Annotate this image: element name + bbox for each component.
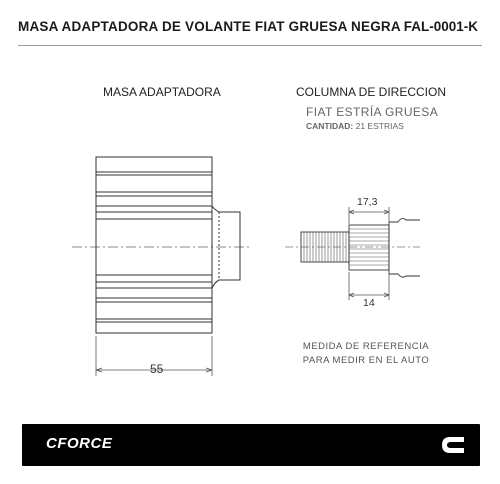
cforce-c-icon [438, 430, 468, 460]
footer-banner [22, 424, 480, 466]
left-panel-title: MASA ADAPTADORA [103, 85, 221, 99]
width-dimension-label: 55 [150, 362, 164, 376]
right-panel-subtitle: FIAT ESTRÍA GRUESA [306, 105, 439, 119]
right-panel-title: COLUMNA DE DIRECCION [296, 85, 447, 99]
diameter-dimension-label: 17,3 [357, 196, 378, 208]
reference-note [296, 340, 436, 368]
reference-note-line1: MEDIDA DE REFERENCIA [302, 341, 430, 352]
header-title: MASA ADAPTADORA DE VOLANTE FIAT GRUESA NEGRA [18, 19, 401, 34]
product-code: FAL-0001-K [403, 19, 478, 34]
length-dimension-label: 14 [363, 297, 375, 309]
reference-note-line2: PARA MEDIR EN EL AUTO [302, 355, 430, 366]
diameter-dimension [349, 207, 389, 224]
brand-logo: CFORCE [46, 435, 113, 452]
hub-adapter-drawing [72, 157, 250, 333]
steering-column-drawing [285, 218, 420, 277]
length-dimension [349, 272, 389, 300]
quantity-label: CANTIDAD: [306, 121, 354, 131]
thread-lines [304, 232, 346, 262]
quantity-value: 21 ESTRIAS [355, 121, 404, 131]
